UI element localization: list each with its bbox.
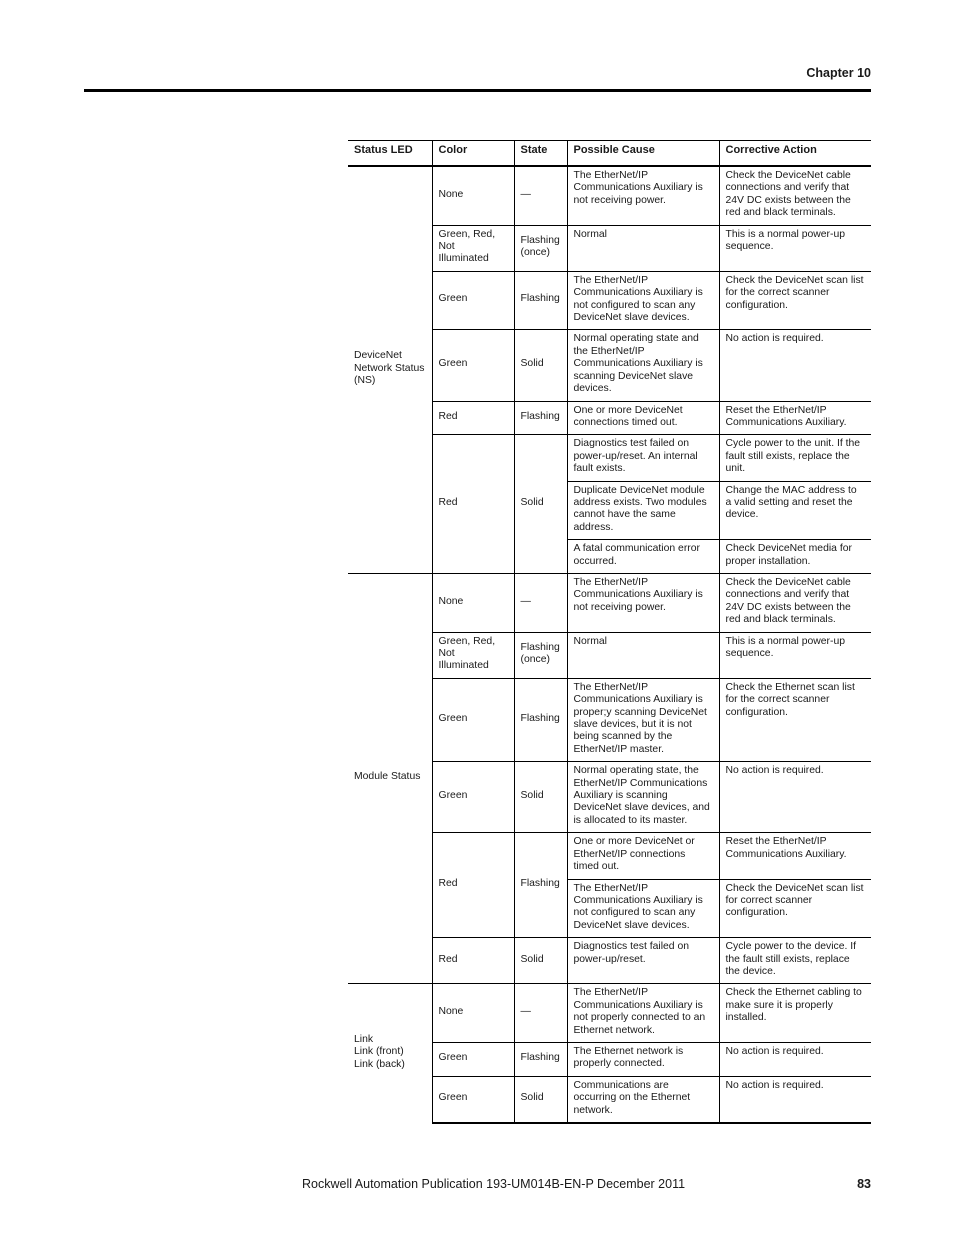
color-cell: Green xyxy=(432,271,514,330)
state-cell: — xyxy=(514,166,567,225)
possible-cause-cell: One or more DeviceNet or EtherNet/IP connections timed out. xyxy=(567,833,719,879)
state-cell: Flashing xyxy=(514,401,567,435)
column-header: Status LED xyxy=(348,141,432,167)
color-cell: Red xyxy=(432,435,514,574)
state-cell: Flashing xyxy=(514,1042,567,1076)
header-rule xyxy=(84,89,871,92)
state-cell: Solid xyxy=(514,762,567,833)
color-cell: Red xyxy=(432,938,514,984)
status-led-cell xyxy=(348,166,432,573)
corrective-action-cell: Change the MAC address to a valid setting and reset the device. xyxy=(719,481,871,540)
color-cell: None xyxy=(432,573,514,632)
corrective-action-cell: Reset the EtherNet/IP Communications Auxiliary. xyxy=(719,401,871,435)
status-led-name: Module Status xyxy=(354,771,421,783)
state-cell: Flashing (once) xyxy=(514,225,567,271)
possible-cause-cell: The EtherNet/IP Communications Auxiliary is not configured to scan any DeviceNet slave devices. xyxy=(567,879,719,938)
table-row xyxy=(348,984,871,1043)
corrective-action-cell: No action is required. xyxy=(719,1042,871,1076)
table-row xyxy=(348,166,871,225)
corrective-action-cell: Check the DeviceNet scan list for the correct scanner configuration. xyxy=(719,271,871,330)
color-cell: Green xyxy=(432,762,514,833)
possible-cause-cell: The EtherNet/IP Communications Auxiliary is proper;y scanning DeviceNet slave devices, but it is not being scanned by the EtherNet/IP master. xyxy=(567,678,719,761)
corrective-action-cell: Check the DeviceNet cable connections and verify that 24V DC exists between the red and black terminals. xyxy=(719,166,871,225)
status-led-name: Link xyxy=(354,1034,374,1046)
color-cell: Red xyxy=(432,401,514,435)
state-cell: Solid xyxy=(514,1076,567,1123)
corrective-action-cell: No action is required. xyxy=(719,330,871,401)
column-header: Corrective Action xyxy=(719,141,871,167)
color-cell: Green xyxy=(432,1042,514,1076)
corrective-action-cell: This is a normal power-up sequence. xyxy=(719,225,871,271)
column-header: State xyxy=(514,141,567,167)
possible-cause-cell: Normal xyxy=(567,632,719,678)
table-row xyxy=(348,573,871,632)
color-cell: Green xyxy=(432,1076,514,1123)
possible-cause-cell: Duplicate DeviceNet module address exists. Two modules cannot have the same address. xyxy=(567,481,719,540)
status-led-name: Link (front) xyxy=(354,1046,404,1058)
state-cell: Solid xyxy=(514,435,567,574)
corrective-action-cell: Check the Ethernet scan list for the correct scanner configuration. xyxy=(719,678,871,761)
possible-cause-cell: The EtherNet/IP Communications Auxiliary is not configured to scan any DeviceNet slave devices. xyxy=(567,271,719,330)
possible-cause-cell: The EtherNet/IP Communications Auxiliary is not properly connected to an Ethernet network. xyxy=(567,984,719,1043)
state-cell: Flashing xyxy=(514,271,567,330)
possible-cause-cell: Normal operating state and the EtherNet/IP Communications Auxiliary is scanning DeviceNet slave devices. xyxy=(567,330,719,401)
footer-publication: Rockwell Automation Publication 193-UM014B-EN-P December 2011 xyxy=(302,1177,686,1191)
state-cell: — xyxy=(514,984,567,1043)
status-led-name: DeviceNet xyxy=(354,350,402,362)
status-led-cell xyxy=(348,984,432,1123)
state-cell: Flashing xyxy=(514,678,567,761)
column-header: Possible Cause xyxy=(567,141,719,167)
possible-cause-cell: The EtherNet/IP Communications Auxiliary is not receiving power. xyxy=(567,166,719,225)
state-cell: Flashing (once) xyxy=(514,632,567,678)
page-number: 83 xyxy=(857,1177,871,1191)
state-cell: Flashing xyxy=(514,833,567,938)
corrective-action-cell: Cycle power to the device. If the fault still exists, replace the device. xyxy=(719,938,871,984)
possible-cause-cell: The EtherNet/IP Communications Auxiliary is not receiving power. xyxy=(567,573,719,632)
color-cell: Red xyxy=(432,833,514,938)
possible-cause-cell: Diagnostics test failed on power-up/reset. xyxy=(567,938,719,984)
corrective-action-cell: Cycle power to the unit. If the fault still exists, replace the unit. xyxy=(719,435,871,481)
chapter-label: Chapter 10 xyxy=(806,66,871,80)
corrective-action-cell: Reset the EtherNet/IP Communications Auxiliary. xyxy=(719,833,871,879)
corrective-action-cell: Check the DeviceNet scan list for correct scanner configuration. xyxy=(719,879,871,938)
possible-cause-cell: The Ethernet network is properly connected. xyxy=(567,1042,719,1076)
color-cell: None xyxy=(432,166,514,225)
status-led-name: Network Status xyxy=(354,362,425,374)
corrective-action-cell: This is a normal power-up sequence. xyxy=(719,632,871,678)
possible-cause-cell: Normal operating state, the EtherNet/IP Communications Auxiliary is scanning DeviceNet slave devices, and is allocated to its master. xyxy=(567,762,719,833)
corrective-action-cell: Check the Ethernet cabling to make sure it is properly installed. xyxy=(719,984,871,1043)
possible-cause-cell: A fatal communication error occurred. xyxy=(567,540,719,574)
corrective-action-cell: Check the DeviceNet cable connections and verify that 24V DC exists between the red and black terminals. xyxy=(719,573,871,632)
column-header: Color xyxy=(432,141,514,167)
status-led-cell xyxy=(348,573,432,983)
status-led-table xyxy=(348,140,871,1124)
possible-cause-cell: Normal xyxy=(567,225,719,271)
possible-cause-cell: Communications are occurring on the Ethernet network. xyxy=(567,1076,719,1123)
color-cell: Green xyxy=(432,678,514,761)
table-header-row xyxy=(348,141,871,167)
possible-cause-cell: One or more DeviceNet connections timed out. xyxy=(567,401,719,435)
color-cell: Green, Red, Not Illuminated xyxy=(432,632,514,678)
status-led-name: Link (back) xyxy=(354,1058,405,1070)
corrective-action-cell: No action is required. xyxy=(719,762,871,833)
color-cell: Green, Red, Not Illuminated xyxy=(432,225,514,271)
status-led-name: (NS) xyxy=(354,375,376,387)
corrective-action-cell: Check DeviceNet media for proper installation. xyxy=(719,540,871,574)
color-cell: None xyxy=(432,984,514,1043)
possible-cause-cell: Diagnostics test failed on power-up/reset. An internal fault exists. xyxy=(567,435,719,481)
state-cell: Solid xyxy=(514,938,567,984)
color-cell: Green xyxy=(432,330,514,401)
state-cell: — xyxy=(514,573,567,632)
corrective-action-cell: No action is required. xyxy=(719,1076,871,1123)
state-cell: Solid xyxy=(514,330,567,401)
